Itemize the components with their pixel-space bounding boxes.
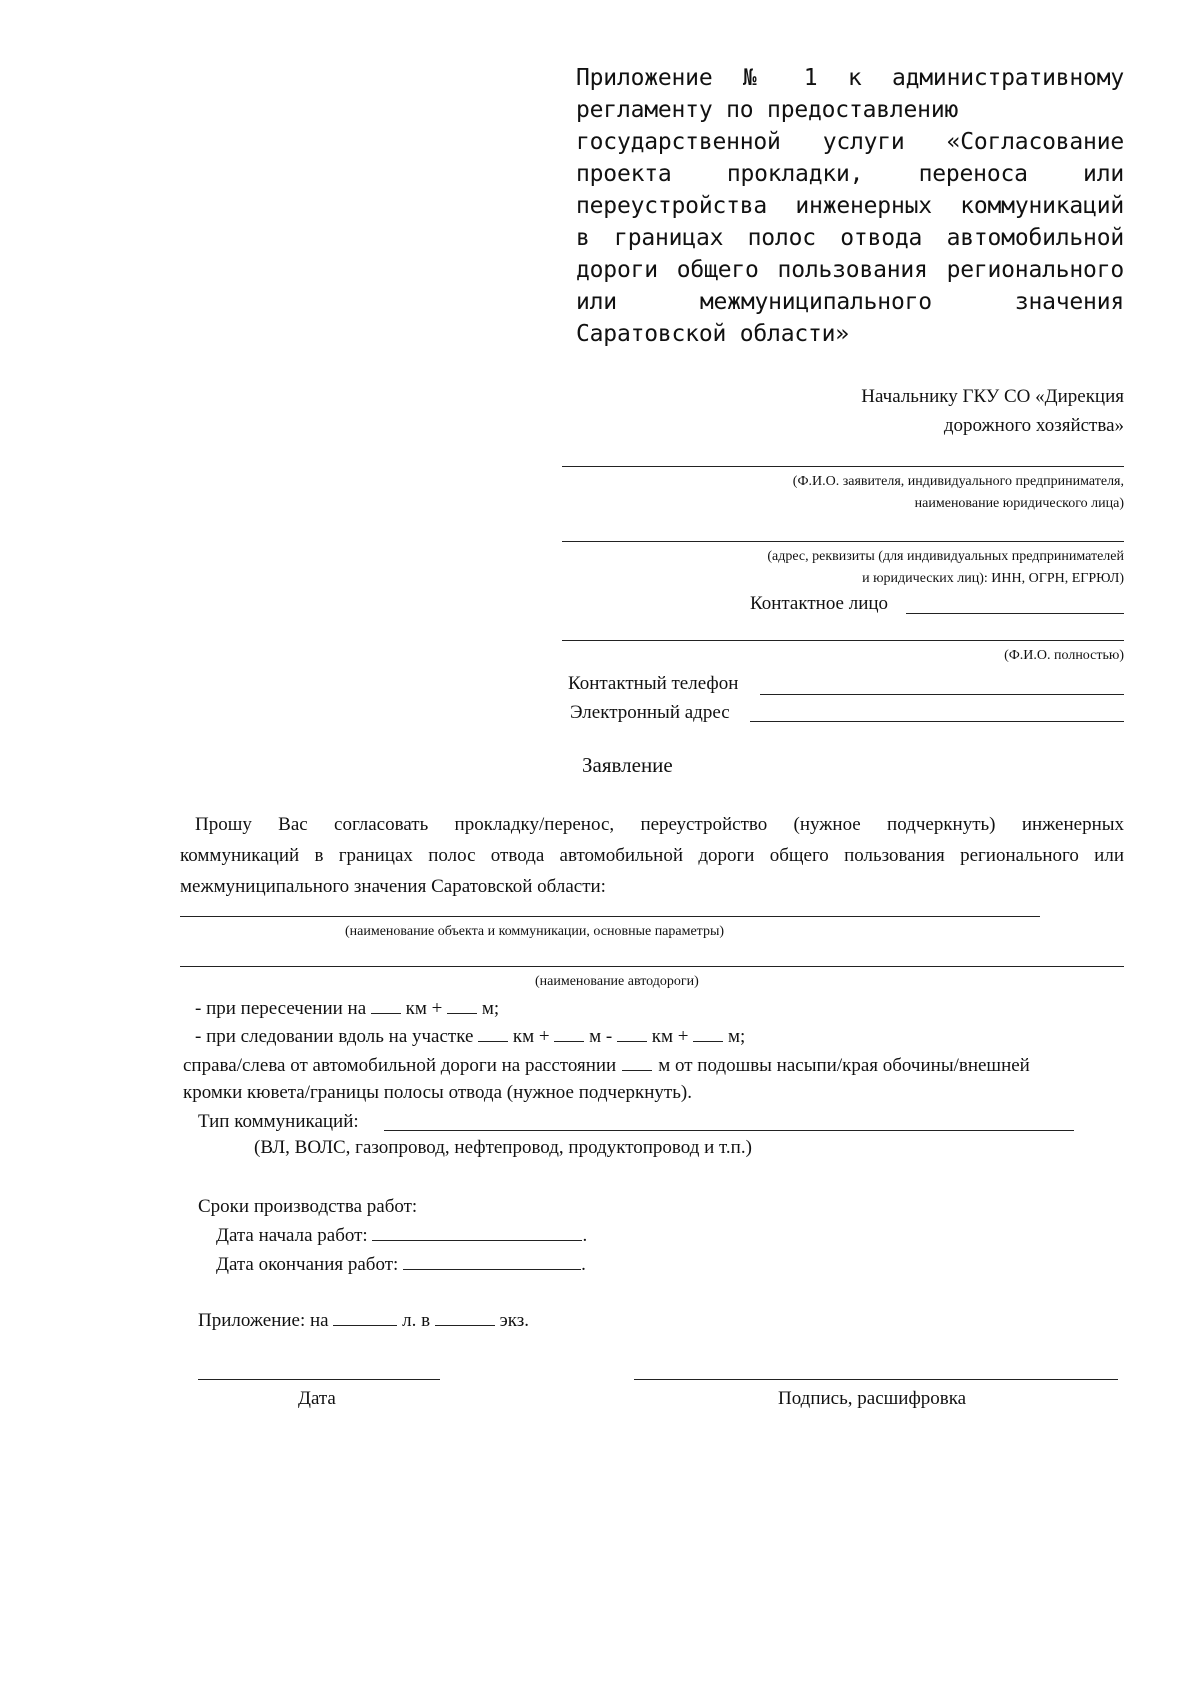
road-caption: (наименование автодороги) <box>535 974 699 989</box>
along-km1-label: км + <box>512 1026 550 1047</box>
crossing-row <box>195 995 499 1022</box>
attachment-prefix: Приложение: на <box>198 1310 329 1331</box>
attachment-suffix: экз. <box>499 1310 529 1331</box>
comm-type-caption: (ВЛ, ВОЛС, газопровод, нефтепровод, продуктопровод и т.п.) <box>254 1137 752 1158</box>
applicant-fio-line[interactable] <box>562 466 1124 467</box>
attachment-pages-field[interactable] <box>333 1307 397 1326</box>
addressee-line-1: Начальнику ГКУ СО «Дирекция <box>861 386 1124 407</box>
applicant-fio-caption-2: наименование юридического лица) <box>914 496 1124 511</box>
signature-field[interactable] <box>634 1379 1118 1380</box>
along-m2-field[interactable] <box>693 1023 723 1042</box>
crossing-prefix: - при пересечении на <box>195 998 367 1019</box>
end-date-period: . <box>581 1254 586 1275</box>
along-row <box>195 1023 745 1050</box>
crossing-km-field[interactable] <box>371 995 401 1014</box>
attachment-copies-field[interactable] <box>435 1307 495 1326</box>
signature-caption: Подпись, расшифровка <box>778 1388 967 1409</box>
applicant-address-line[interactable] <box>562 541 1124 542</box>
side-line1-b: м от подошвы насыпи/края обочины/внешней <box>658 1055 1030 1076</box>
attachment-mid: л. в <box>402 1310 431 1331</box>
address-caption-2: и юридических лиц): ИНН, ОГРН, ЕГРЮЛ) <box>862 571 1124 586</box>
contact-person-label: Контактное лицо <box>750 593 889 614</box>
comm-type-label: Тип коммуникаций: <box>198 1111 359 1132</box>
appendix-line: дороги общего пользования регионального <box>576 257 1124 283</box>
along-m1-label: м - <box>589 1026 613 1047</box>
end-date-label: Дата окончания работ: <box>216 1254 399 1275</box>
appendix-line: регламенту по предоставлению <box>576 97 959 123</box>
statement-title: Заявление <box>582 753 673 777</box>
object-name-field[interactable] <box>180 916 1040 917</box>
date-caption: Дата <box>298 1388 336 1409</box>
crossing-m-field[interactable] <box>447 995 477 1014</box>
along-m1-field[interactable] <box>554 1023 584 1042</box>
road-name-field[interactable] <box>180 966 1124 967</box>
email-field[interactable] <box>750 721 1124 722</box>
along-km1-field[interactable] <box>478 1023 508 1042</box>
side-line1-a: справа/слева от автомобильной дороги на расстоянии <box>183 1055 617 1076</box>
appendix-line: или межмуниципального значения <box>576 289 1124 315</box>
appendix-header <box>576 62 1124 350</box>
contact-person-field[interactable] <box>906 613 1124 614</box>
object-caption: (наименование объекта и коммуникации, основные параметры) <box>345 924 725 939</box>
end-date-field[interactable] <box>403 1251 581 1270</box>
start-date-row <box>216 1222 587 1249</box>
statement-para-line-1: Прошу Вас согласовать прокладку/перенос, переустройство (нужное подчеркнуть) инженерных <box>195 814 1124 835</box>
email-label: Электронный адрес <box>570 702 730 723</box>
side-row <box>183 1052 1124 1079</box>
side-distance-field[interactable] <box>622 1052 652 1071</box>
along-km2-label: км + <box>651 1026 689 1047</box>
appendix-line: проекта прокладки, переноса или <box>576 161 1124 187</box>
appendix-line: Саратовской области» <box>576 321 849 347</box>
appendix-line: в границах полос отвода автомобильной <box>576 225 1124 251</box>
comm-type-field[interactable] <box>384 1130 1074 1131</box>
crossing-m-label: м; <box>481 998 500 1019</box>
address-caption-1: (адрес, реквизиты (для индивидуальных предпринимателей <box>767 549 1124 564</box>
contact-person-fio-line[interactable] <box>562 640 1124 641</box>
end-date-row <box>216 1251 586 1278</box>
date-signature-field[interactable] <box>198 1379 440 1380</box>
start-date-label: Дата начала работ: <box>216 1225 368 1246</box>
appendix-line: переустройства инженерных коммуникаций <box>576 193 1124 219</box>
start-date-field[interactable] <box>372 1222 582 1241</box>
side-line-2: кромки кювета/границы полосы отвода (нужное подчеркнуть). <box>183 1082 692 1103</box>
phone-field[interactable] <box>760 694 1124 695</box>
attachment-row <box>198 1307 529 1334</box>
along-m2-label: м; <box>728 1026 746 1047</box>
along-km2-field[interactable] <box>617 1023 647 1042</box>
phone-label: Контактный телефон <box>568 673 739 694</box>
along-prefix: - при следовании вдоль на участке <box>195 1026 474 1047</box>
applicant-fio-caption-1: (Ф.И.О. заявителя, индивидуального предпринимателя, <box>792 474 1124 489</box>
addressee-line-2: дорожного хозяйства» <box>943 415 1124 436</box>
crossing-km-label: км + <box>405 998 443 1019</box>
contact-fio-caption: (Ф.И.О. полностью) <box>1004 648 1124 663</box>
appendix-line: Приложение № 1 к административному <box>576 65 1124 91</box>
statement-para-line-2: коммуникаций в границах полос отвода автомобильной дороги общего пользования регионального или <box>180 845 1124 866</box>
terms-label: Сроки производства работ: <box>198 1196 418 1217</box>
start-date-period: . <box>582 1225 588 1246</box>
statement-para-line-3: межмуниципального значения Саратовской области: <box>180 876 606 897</box>
appendix-line: государственной услуги «Согласование <box>576 129 1124 155</box>
